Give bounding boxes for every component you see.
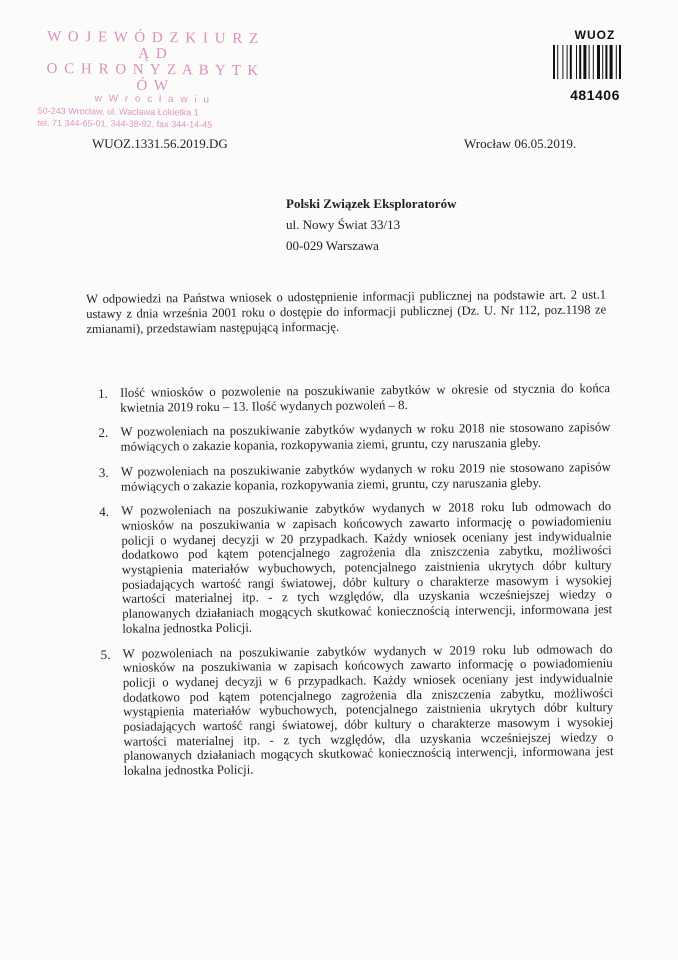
list-item-text: W pozwoleniach na poszukiwanie zabytków wydanych w 2018 roku lub odmowach do wniosków na poszukiwania w zapisach końcowych zawarto informację o powiadomieniu policji o wydanej decyzji w 20 przypadkach. Każdy wniosek oceniany jest indywidualnie dodatkowo pod kątem potencjalnego zagrożenia dla zniszczenia zabytku, możliwości wystąpienia materiałów wybuchowych, potencjalnego zaistnienia ukrytych dóbr kultury posiadających wartość rangi światowej, dóbr kultury o charakterze masowym i wysokiej wartości materialnej itp. - z tych względów, dla uzyskania wcześniejszej wiedzy o planowanych działaniach mogących skutkować koniecznością interwencji, informowana jest lokalna jednostka Policji. bbox=[121, 499, 613, 636]
stamp-line-3: w W r o c ł a w i u bbox=[94, 93, 212, 106]
reference-number: WUOZ.1331.56.2019.DG bbox=[92, 136, 228, 151]
list-item-text: W pozwoleniach na poszukiwanie zabytków wydanych w roku 2018 nie stosowano zapisów mówiących o zakazie kopania, rozkopywania ziemi, gruntu, czy naruszania gleby. bbox=[120, 420, 611, 454]
stamp-line-2: O C H R O N Y Z A B Y T K Ó W bbox=[46, 60, 260, 95]
list-item bbox=[99, 499, 612, 636]
list-item-number: 5. bbox=[100, 646, 111, 662]
stamp-line-1: W O J E W Ó D Z K I U R Z Ą D bbox=[47, 28, 260, 63]
barcode-sticker bbox=[552, 28, 638, 103]
stamp-line-5: tel. 71 344-65-01, 344-38-92, fax 344-14-45 bbox=[37, 117, 213, 130]
letter-date: Wrocław 06.05.2019. bbox=[464, 136, 577, 151]
list-item bbox=[99, 460, 611, 494]
list-item-number: 3. bbox=[98, 464, 109, 480]
recipient-address bbox=[286, 193, 456, 256]
list-item bbox=[98, 381, 610, 415]
list-item-number: 2. bbox=[98, 425, 109, 441]
barcode-label: WUOZ bbox=[574, 28, 616, 42]
numbered-list bbox=[98, 381, 614, 789]
list-item-text: W pozwoleniach na poszukiwanie zabytków wydanych w 2019 roku lub odmowach do wniosków na poszukiwania w zapisach końcowych zawarto informację o powiadomieniu policji o wydanej decyzji w 6 przypadkach. Każdy wniosek oceniany jest indywidualnie dodatkowo pod kątem potencjalnego zagrożenia dla zniszczenia zabytku, możliwości wystąpienia materiałów wybuchowych, potencjalnego zaistnienia ukrytych dóbr kultury posiadających wartość rangi światowej, dóbr kultury o charakterze masowym i wysokiej wartości materialnej itp. - z tych względów, dla uzyskania wcześniejszej wiedzy o planowanych działaniach mogących skutkować koniecznością interwencji, informowana jest lokalna jednostka Policji. bbox=[122, 641, 614, 778]
recipient-name: Polski Związek Eksploratorów bbox=[286, 196, 457, 211]
list-item-text: W pozwoleniach na poszukiwanie zabytków wydanych w roku 2019 nie stosowano zapisów mówiących o zakazie kopania, rozkopywania ziemi, gruntu, czy naruszania gleby. bbox=[120, 459, 611, 494]
barcode-icon bbox=[552, 45, 638, 79]
list-item-text: Ilość wniosków o pozwolenie na poszukiwanie zabytków w okresie od stycznia do końca kwietnia 2019 roku – 13. Ilość wydanych pozwoleń – 8. bbox=[119, 381, 611, 415]
office-stamp bbox=[37, 29, 268, 131]
list-item bbox=[98, 420, 610, 454]
stamp-line-4: 50-243 Wrocław, ul. Wacława Łokietka 1 bbox=[37, 105, 199, 118]
barcode-number: 481406 bbox=[570, 87, 620, 103]
recipient-street: ul. Nowy Świat 33/13 bbox=[286, 217, 401, 232]
intro-paragraph: W odpowiedzi na Państwa wniosek o udostępnienie informacji publicznej na podstawie art. 2 ust.1 ustawy z dnia września 2001 roku o dostępie do informacji publicznej (Dz. U. Nr 112, poz.1198 ze zmianami), przedstawiam następującą informację. bbox=[86, 287, 607, 336]
list-item bbox=[101, 642, 614, 779]
list-item-number: 1. bbox=[98, 385, 108, 401]
list-item-number: 4. bbox=[99, 504, 110, 520]
recipient-city: 00-029 Warszawa bbox=[286, 238, 379, 253]
